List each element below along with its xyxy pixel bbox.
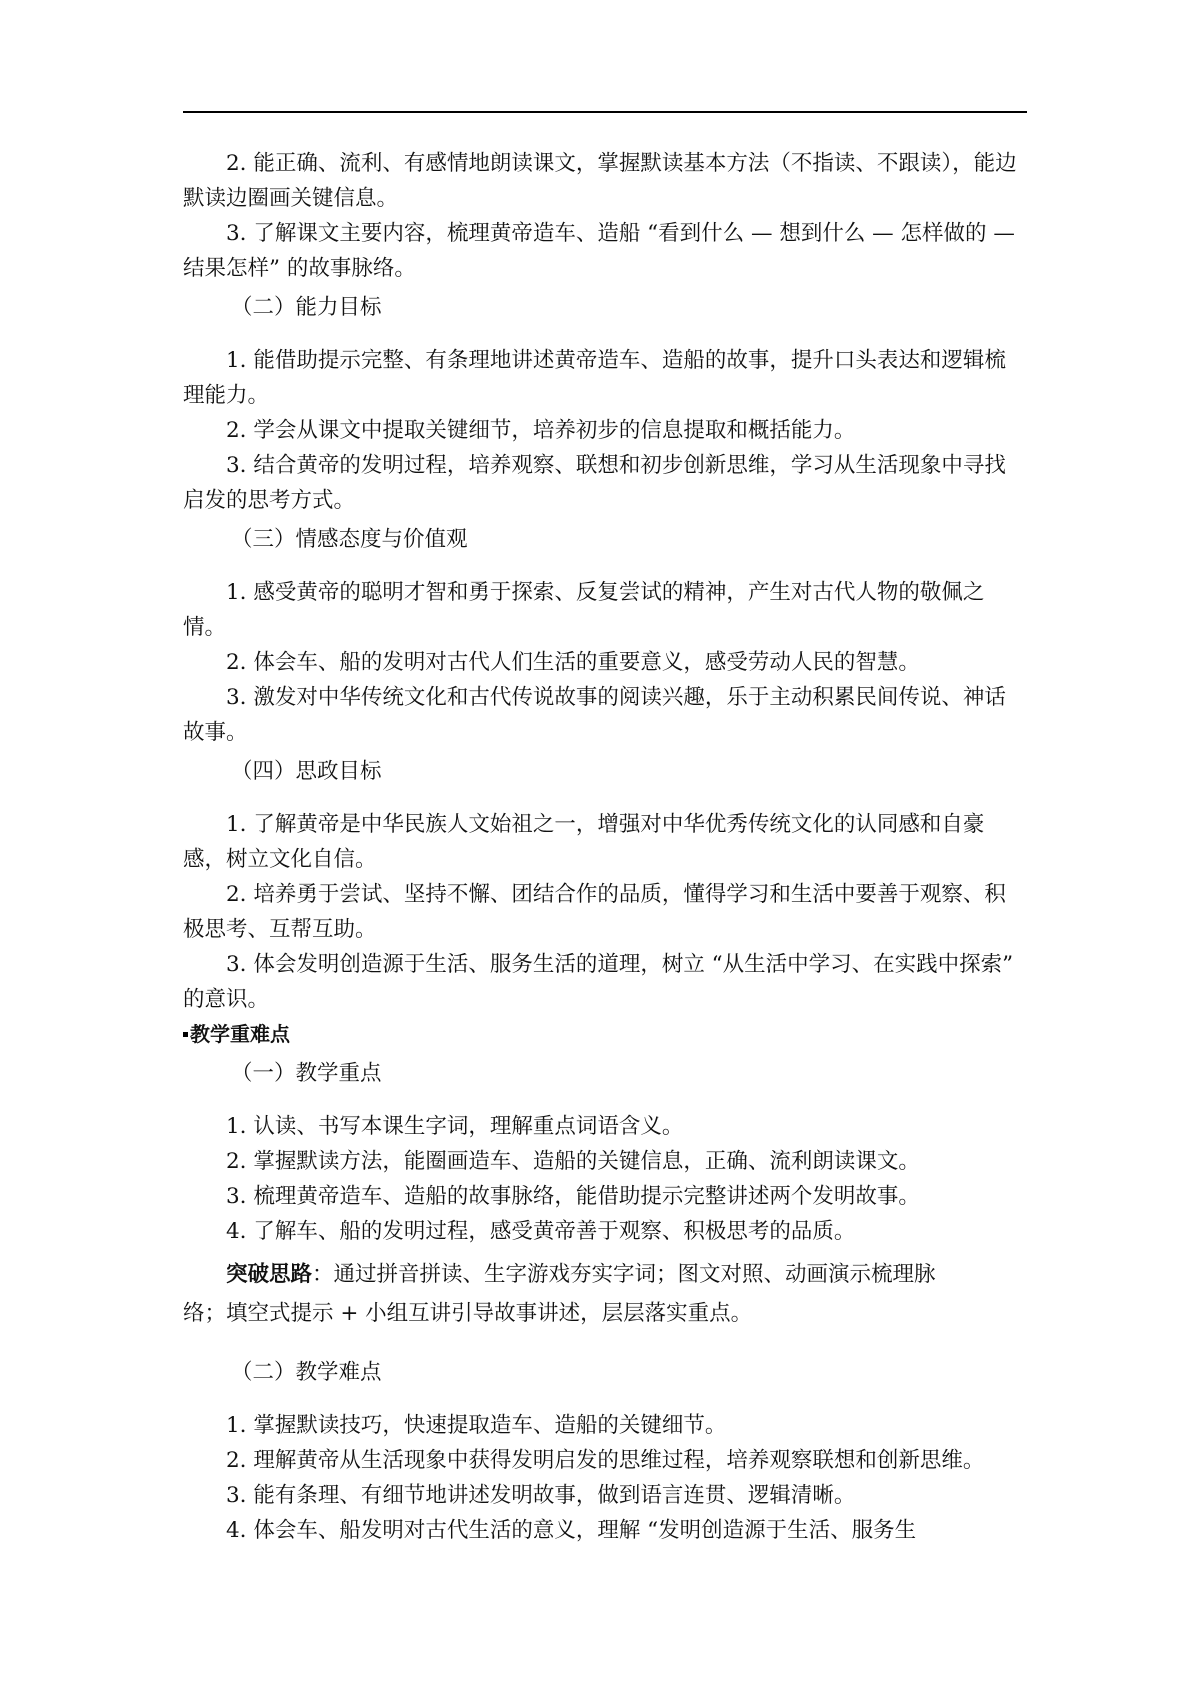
- difficulty-item-2: 2. 理解黄帝从生活现象中获得发明启发的思维过程，培养观察联想和创新思维。: [226, 1448, 985, 1473]
- strategy-text-1: ：通过拼音拼读、生字游戏夯实字词；图文对照、动画演示梳理脉: [312, 1262, 936, 1287]
- ideology-item-2: 2. 培养勇于尝试、坚持不懈、团结合作的品质，懂得学习和生活中要善于观察、积极思考、互帮互助。: [183, 882, 1006, 942]
- section-heading: [183, 1017, 1027, 1052]
- difficulty-item-4: 4. 体会车、船发明对古代生活的意义，理解 “发明创造源于生活、服务生: [226, 1518, 917, 1543]
- section-heading-text: 教学重难点: [190, 1022, 290, 1046]
- difficulty-heading: （二）教学难点: [231, 1360, 382, 1385]
- emotion-heading: （三）情感态度与价值观: [231, 527, 468, 552]
- strategy-line: [183, 1251, 1027, 1299]
- focus-item-2: 2. 掌握默读方法，能圈画造车、造船的关键信息，正确、流利朗读课文。: [226, 1149, 920, 1174]
- ability-heading: （二）能力目标: [231, 295, 382, 320]
- header-rule: [183, 111, 1027, 113]
- emotion-item-3: 3. 激发对中华传统文化和古代传说故事的阅读兴趣，乐于主动积累民间传说、神话故事。: [183, 685, 1006, 745]
- square-bullet-icon: [183, 1032, 188, 1037]
- strategy-label: 突破思路: [226, 1262, 313, 1287]
- ideology-item-3: 3. 体会发明创造源于生活、服务生活的道理，树立 “从生活中学习、在实践中探索” 的意识。: [183, 952, 1014, 1012]
- difficulty-item-3: 3. 能有条理、有细节地讲述发明故事，做到语言连贯、逻辑清晰。: [226, 1483, 856, 1508]
- emotion-item-1: 1. 感受黄帝的聪明才智和勇于探索、反复尝试的精神，产生对古代人物的敬佩之情。: [183, 580, 985, 640]
- ability-item-2: 2. 学会从课文中提取关键细节，培养初步的信息提取和概括能力。: [226, 418, 856, 443]
- emotion-item-2: 2. 体会车、船的发明对古代人们生活的重要意义，感受劳动人民的智慧。: [226, 650, 920, 675]
- ideology-item-1: 1. 了解黄帝是中华民族人文始祖之一，增强对中华优秀传统文化的认同感和自豪感，树立文化自信。: [183, 812, 985, 872]
- knowledge-item-3: 3. 了解课文主要内容，梳理黄帝造车、造船 “看到什么 — 想到什么 — 怎样做的 — 结果怎样” 的故事脉络。: [183, 221, 1015, 281]
- strategy-text-2: 络；填空式提示 + 小组互讲引导故事讲述，层层落实重点。: [183, 1301, 753, 1326]
- focus-item-4: 4. 了解车、船的发明过程，感受黄帝善于观察、积极思考的品质。: [226, 1219, 856, 1244]
- focus-item-1: 1. 认读、书写本课生字词，理解重点词语含义。: [226, 1114, 684, 1139]
- document-body: [183, 146, 1027, 1548]
- ideology-heading: （四）思政目标: [231, 759, 382, 784]
- knowledge-item-2: 2. 能正确、流利、有感情地朗读课文，掌握默读基本方法（不指读、不跟读），能边默读边圈画关键信息。: [183, 151, 1017, 211]
- focus-item-3: 3. 梳理黄帝造车、造船的故事脉络，能借助提示完整讲述两个发明故事。: [226, 1184, 920, 1209]
- difficulty-item-1: 1. 掌握默读技巧，快速提取造车、造船的关键细节。: [226, 1413, 727, 1438]
- focus-heading: （一）教学重点: [231, 1061, 382, 1086]
- ability-item-1: 1. 能借助提示完整、有条理地讲述黄帝造车、造船的故事，提升口头表达和逻辑梳理能力。: [183, 348, 1006, 408]
- ability-item-3: 3. 结合黄帝的发明过程，培养观察、联想和初步创新思维，学习从生活现象中寻找启发的思考方式。: [183, 453, 1006, 513]
